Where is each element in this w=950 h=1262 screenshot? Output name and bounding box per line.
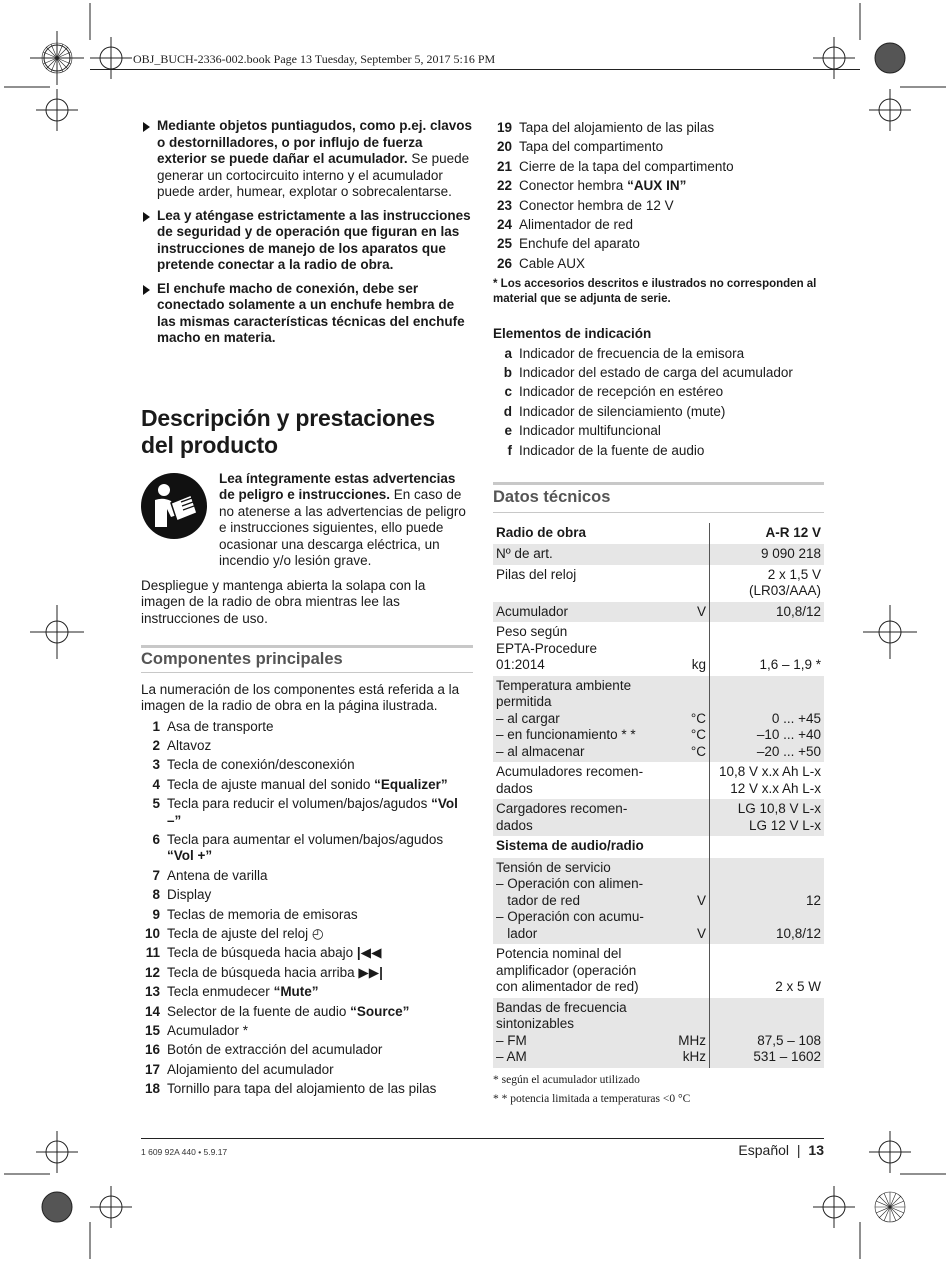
item-bold-label: “Vol +” (167, 848, 213, 864)
component-item (141, 1081, 473, 1098)
warning-plug (141, 281, 473, 347)
item-number: 12 (144, 964, 160, 980)
item-label: Asa de transporte (167, 718, 274, 734)
item-number: a (504, 345, 512, 361)
indicator-item (493, 363, 824, 382)
footer-code: 1 609 92A 440 • 5.9.17 (141, 1147, 228, 1157)
tech-value: 87,5 – 108 531 – 1602 (710, 998, 825, 1068)
item-label: Teclas de memoria de emisoras (167, 906, 358, 922)
item-label: Tecla de conexión/desconexión (167, 757, 355, 773)
component-item (141, 1004, 473, 1021)
component-item (141, 719, 473, 736)
tech-unit: MHz kHz (651, 998, 710, 1068)
indicators-list (493, 344, 824, 460)
item-label: Tecla de búsqueda hacia abajo (167, 945, 357, 961)
component-item (141, 777, 473, 794)
tech-unit (651, 544, 710, 565)
components-list (141, 719, 473, 1098)
tech-value: 2 x 1,5 V (LR03/AAA) (710, 565, 825, 602)
tech-value: 1,6 – 1,9 * (710, 622, 825, 676)
tech-unit (651, 944, 710, 998)
unfold-text: Despliegue y mantenga abierta la solapa con la imagen de la radio de obra mientras lee las instrucciones de uso. (141, 577, 426, 626)
tech-value: 2 x 5 W (710, 944, 825, 998)
item-label: Conector hembra de 12 V (519, 197, 674, 213)
tech-head-value: A-R 12 V (710, 523, 825, 545)
item-label: Cierre de la tapa del compartimento (519, 158, 734, 174)
tech-data-table (493, 523, 824, 1068)
tech-unit: V V (651, 858, 710, 945)
item-number: 4 (152, 776, 160, 792)
tech-value: 9 090 218 (710, 544, 825, 565)
accessory-note: * Los accesorios descritos e ilustrados no corresponden al material que se adjunta de serie. (493, 278, 817, 305)
print-header: OBJ_BUCH-2336-002.book Page 13 Tuesday, September 5, 2017 5:16 PM (133, 52, 496, 66)
item-number: 18 (144, 1081, 160, 1097)
item-number: 13 (144, 984, 160, 1000)
tech-row (493, 762, 824, 799)
component-item (141, 796, 473, 829)
tech-value: 10,8/12 (710, 602, 825, 623)
item-number: 9 (152, 906, 160, 922)
section-heading-tech: Datos técnicos (493, 482, 824, 512)
left-column (141, 118, 473, 1101)
tech-value: 12 10,8/12 (710, 858, 825, 945)
tech-row (493, 544, 824, 565)
footer-rule (141, 1138, 824, 1139)
item-label: Acumulador * (167, 1022, 249, 1038)
item-label: Conector hembra (519, 178, 628, 194)
footnote-temperature: * * potencia limitada a temperaturas <0 °C (493, 1092, 691, 1105)
component-item (141, 1062, 473, 1079)
page-number: 13 (808, 1142, 824, 1158)
item-number: 22 (496, 178, 512, 194)
item-number: 19 (496, 120, 512, 135)
component-item (493, 196, 824, 215)
item-label: Antena de varilla (167, 867, 268, 883)
item-bold-label: “Source” (350, 1003, 410, 1019)
item-number: b (503, 365, 512, 381)
item-bold-label: “AUX IN” (627, 178, 687, 194)
item-number: 20 (496, 139, 512, 155)
footer-page (738, 1142, 824, 1158)
item-label: Alimentador de red (519, 217, 634, 233)
item-label: Display (167, 887, 212, 903)
tech-row (493, 944, 824, 998)
item-label: Altavoz (167, 737, 212, 753)
tech-label: Potencia nominal del amplificador (operación con alimentador de red) (496, 946, 639, 994)
tech-label: Acumulador (493, 602, 651, 623)
tech-label: Nº de art. (493, 544, 651, 565)
warning-arrow-icon (143, 122, 150, 132)
tech-label: Tensión de servicio – Operación con alimen- tador de red – Operación con acumu- lador (493, 858, 651, 945)
component-item (493, 176, 824, 195)
tech-row (493, 676, 824, 763)
item-label: Enchufe del aparato (519, 236, 640, 252)
item-label: Tecla enmudecer (167, 984, 274, 1000)
item-number: 5 (152, 796, 160, 812)
item-label: Alojamiento del acumulador (167, 1061, 334, 1077)
tech-value: LG 10,8 V L-x LG 12 V L-x (710, 799, 825, 836)
tech-value: 0 ... +45 –10 ... +40 –20 ... +50 (710, 676, 825, 763)
tech-row (493, 622, 824, 676)
item-number: c (504, 384, 512, 400)
indicator-item (493, 441, 824, 460)
item-number: d (503, 403, 512, 419)
read-manual-icon (141, 473, 207, 539)
component-item (141, 1042, 473, 1059)
tech-audio-heading-row (493, 836, 824, 858)
indicators-heading: Elementos de indicación (493, 326, 652, 342)
tech-row (493, 998, 824, 1068)
read-bold: Lea íntegramente estas advertencias de peligro e instrucciones. (219, 470, 456, 502)
item-bold-label: ▶▶| (358, 964, 383, 980)
item-label: Tecla para aumentar el volumen/bajos/agudos (167, 831, 444, 847)
item-number: 15 (144, 1022, 160, 1038)
tech-label: Cargadores recomen- dados (493, 799, 651, 836)
component-item (493, 137, 824, 156)
components-list-continued (493, 118, 824, 273)
tech-unit (651, 762, 710, 799)
header-rule (90, 69, 860, 70)
item-number: 8 (152, 887, 160, 903)
warning-arrow-icon (143, 285, 150, 295)
item-label: Tecla para reducir el volumen/bajos/agudos (167, 796, 432, 812)
warning-text: Se puede generar un cortocircuito interno y el acumulador puede arder, humear, explotar o sobrecalentarse. (157, 151, 470, 199)
warning-read-instructions (141, 208, 473, 274)
item-label: Indicador de la fuente de audio (519, 442, 705, 458)
tech-label: Temperatura ambiente permitida – al cargar – en funcionamiento * * – al almacenar (493, 676, 651, 763)
footnote-battery: * según el acumulador utilizado (493, 1073, 640, 1086)
item-label: Indicador del estado de carga del acumulador (519, 365, 793, 381)
item-label: Indicador de recepción en estéreo (519, 384, 724, 400)
item-bold-label: |◀◀ (356, 945, 382, 961)
tech-unit (651, 799, 710, 836)
right-column (493, 118, 824, 1107)
tech-row (493, 799, 824, 836)
item-label: Tecla de ajuste del reloj ◴ (167, 926, 324, 942)
component-item (141, 738, 473, 755)
tech-row (493, 565, 824, 602)
read-text: En caso de no atenerse a las advertencias de peligro e instrucciones siguientes, ello puede ocasionar una descarga eléctrica, un incendio y/o lesión grave. (219, 487, 466, 568)
component-item (493, 118, 824, 137)
item-bold-label: “Vol –” (167, 796, 458, 828)
tech-audio-heading: Sistema de audio/radio (496, 838, 644, 853)
section-heading-components: Componentes principales (141, 645, 473, 673)
item-number: f (507, 442, 512, 458)
item-number: 10 (144, 926, 160, 942)
tech-head-row (493, 523, 824, 545)
tech-row (493, 858, 824, 945)
item-number: 21 (496, 158, 512, 174)
component-item (141, 984, 473, 1001)
item-label: Tornillo para tapa del alojamiento de las pilas (167, 1081, 437, 1097)
item-number: 1 (152, 718, 160, 734)
tech-label: Pilas del reloj (496, 566, 577, 582)
tech-head-label: Radio de obra (496, 524, 587, 540)
item-number: 6 (152, 831, 160, 847)
tech-value: 10,8 V x.x Ah L-x 12 V x.x Ah L-x (710, 762, 825, 799)
item-number: 26 (496, 255, 512, 271)
footer-language: Español (738, 1142, 789, 1158)
item-number: 11 (145, 945, 160, 961)
tech-label: Acumuladores recomen- dados (496, 764, 644, 796)
item-number: 23 (496, 197, 512, 213)
item-number: 24 (496, 217, 512, 233)
item-number: 7 (152, 867, 160, 883)
item-number: 17 (144, 1061, 160, 1077)
item-label: Botón de extracción del acumulador (167, 1042, 383, 1058)
tech-unit (651, 565, 710, 602)
tech-unit: kg (691, 657, 706, 672)
item-label: Cable AUX (519, 255, 586, 271)
item-number: 25 (496, 236, 512, 252)
component-item (141, 926, 473, 943)
component-item (141, 965, 473, 982)
item-label: Tecla de búsqueda hacia arriba (167, 964, 359, 980)
item-label: Tapa del alojamiento de las pilas (519, 120, 715, 135)
item-number: e (504, 423, 512, 439)
component-item (141, 907, 473, 924)
indicator-item (493, 382, 824, 401)
component-item (141, 945, 473, 962)
item-label: Selector de la fuente de audio (167, 1003, 351, 1019)
item-label: Indicador de silenciamiento (mute) (519, 403, 726, 419)
component-item (141, 868, 473, 885)
warning-bold: Lea y aténgase estrictamente a las instrucciones de seguridad y de operación que figuran en las instrucciones de manejo de los aparatos que pretende conectar a la radio de obra. (157, 207, 471, 272)
warning-arrow-icon (143, 212, 150, 222)
item-label: Indicador multifuncional (519, 423, 661, 439)
item-label: Tecla de ajuste manual del sonido (167, 776, 375, 792)
warning-bold: Mediante objetos puntiagudos, como p.ej. clavos o destornilladores, o por influjo de fuerza exterior se puede dañar el acumulador. (157, 118, 473, 166)
tech-label: Peso según EPTA-Procedure 01:2014 (496, 624, 598, 672)
component-item (493, 215, 824, 234)
component-item (493, 234, 824, 253)
item-label: Indicador de frecuencia de la emisora (519, 345, 745, 361)
indicator-item (493, 421, 824, 440)
footer-separator: | (796, 1142, 801, 1158)
indicator-item (493, 344, 824, 363)
warning-bold: El enchufe macho de conexión, debe ser conectado solamente a un enchufe hembra de las mismas características técnicas del enchufe macho en materia. (157, 280, 465, 345)
item-number: 3 (152, 757, 160, 773)
tech-unit: °C °C °C (651, 676, 710, 763)
tech-label: Bandas de frecuencia sintonizables – FM – AM (493, 998, 651, 1068)
tech-unit: V (651, 602, 710, 623)
item-number: 2 (152, 737, 160, 753)
components-intro: La numeración de los componentes está referida a la imagen de la radio de obra en la página ilustrada. (141, 681, 460, 713)
section-title-description: Descripción y prestaciones del producto (141, 404, 435, 458)
tech-row (493, 602, 824, 623)
component-item (141, 757, 473, 774)
indicator-item (493, 402, 824, 421)
component-item (141, 832, 473, 865)
read-instructions-block (141, 471, 473, 570)
item-bold-label: “Equalizer” (374, 776, 448, 792)
component-item (141, 1023, 473, 1040)
item-number: 16 (144, 1042, 160, 1058)
item-label: Tapa del compartimento (519, 139, 664, 155)
item-number: 14 (144, 1003, 160, 1019)
component-item (493, 254, 824, 273)
item-bold-label: “Mute” (273, 984, 319, 1000)
component-item (141, 887, 473, 904)
warning-sharp-objects (141, 118, 473, 201)
component-item (493, 157, 824, 176)
